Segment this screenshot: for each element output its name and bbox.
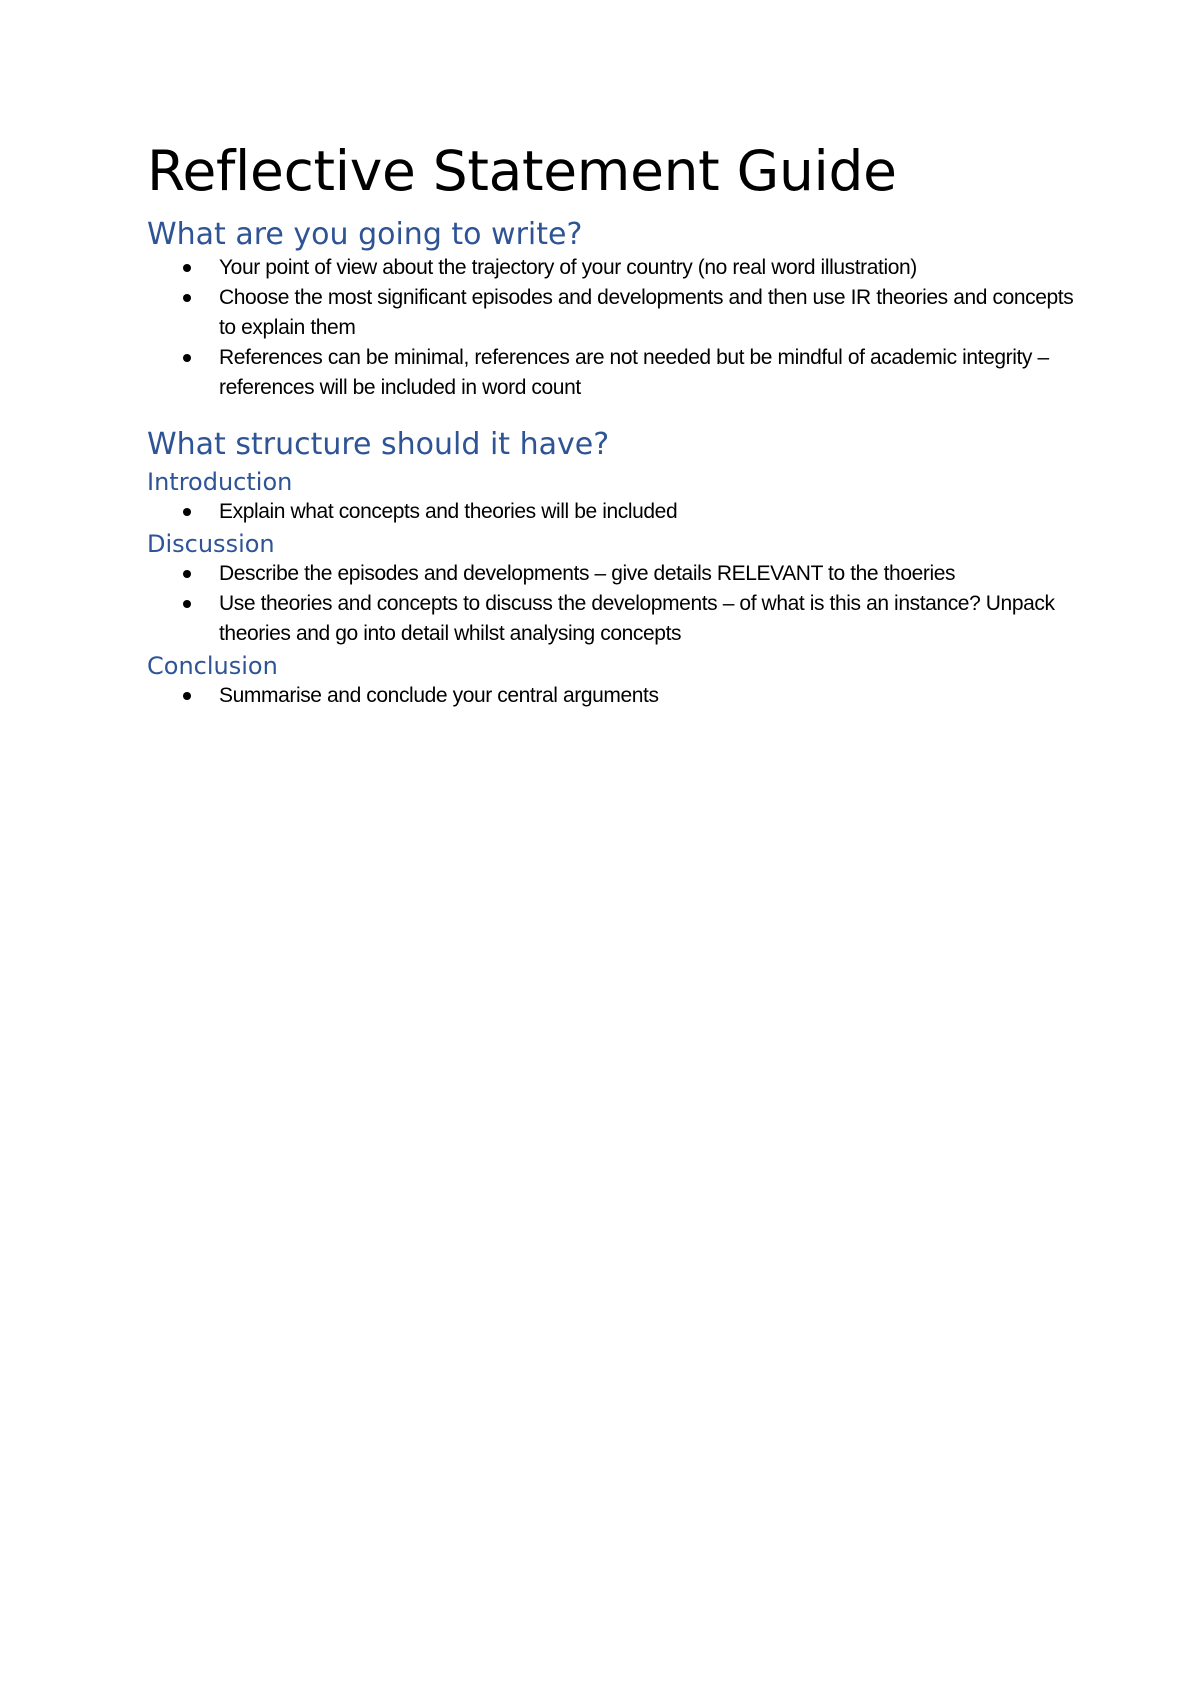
list-item-text: Your point of view about the trajectory of your country (no real word illustration) (219, 256, 917, 280)
subheading-introduction: Introduction (147, 468, 293, 497)
section-what-to-write (147, 217, 1087, 403)
list-item (147, 559, 1087, 589)
list-item-text: Use theories and concepts to discuss the developments – of what is this an instance? Unpack theories and go into detail whilst analysing concepts (219, 592, 1055, 646)
list-item-text: Explain what concepts and theories will be included (219, 500, 678, 524)
list-item (147, 589, 1087, 649)
bullet-icon (183, 600, 191, 608)
section-heading-structure: What structure should it have? (147, 427, 610, 463)
list-item-text: Choose the most significant episodes and developments and then use IR theories and concepts to explain them (219, 286, 1074, 340)
list-item (147, 497, 1087, 527)
list-item (147, 681, 1087, 711)
what-to-write-list (147, 253, 1087, 403)
bullet-icon (183, 354, 191, 362)
introduction-list (147, 497, 1087, 527)
section-structure (147, 427, 1087, 711)
list-item-text: Describe the episodes and developments – give details RELEVANT to the thoeries (219, 562, 956, 586)
subheading-conclusion: Conclusion (147, 652, 278, 681)
conclusion-list (147, 681, 1087, 711)
section-heading-what-to-write: What are you going to write? (147, 217, 583, 253)
list-item (147, 343, 1087, 403)
bullet-icon (183, 508, 191, 516)
document-content (147, 140, 1087, 711)
list-item (147, 283, 1087, 343)
bullet-icon (183, 264, 191, 272)
bullet-icon (183, 692, 191, 700)
discussion-list (147, 559, 1087, 649)
list-item-text: Summarise and conclude your central arguments (219, 684, 659, 708)
list-item-text: References can be minimal, references are not needed but be mindful of academic integrity – references will be included in word count (219, 346, 1049, 400)
bullet-icon (183, 294, 191, 302)
subheading-discussion: Discussion (147, 530, 275, 559)
document-title: Reflective Statement Guide (147, 139, 897, 203)
list-item (147, 253, 1087, 283)
bullet-icon (183, 570, 191, 578)
